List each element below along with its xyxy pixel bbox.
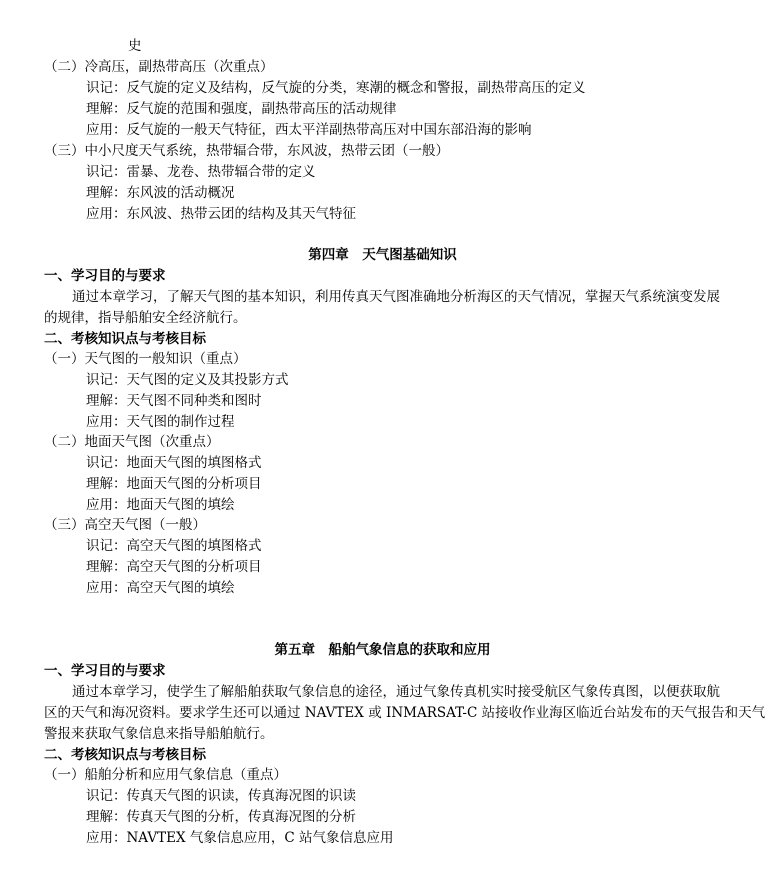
item-recall: 识记：传真天气图的识读，传真海况图的识读 (86, 788, 356, 804)
section-heading: （三）高空天气图（一般） (44, 517, 206, 533)
goal-paragraph-line: 区的天气和海况资料。要求学生还可以通过 NAVTEX 或 INMARSAT-C 站接收作业海区临近台站发布的天气报告和天气 (44, 705, 765, 721)
item-understand: 理解：天气图不同种类和图时 (86, 393, 262, 409)
section-heading: （一）天气图的一般知识（重点） (44, 351, 247, 367)
item-understand: 理解：高空天气图的分析项目 (86, 559, 262, 575)
item-recall: 识记：高空天气图的填图格式 (86, 538, 262, 554)
item-understand: 理解：地面天气图的分析项目 (86, 476, 262, 492)
goal-paragraph-line: 通过本章学习，了解天气图的基本知识，利用传真天气图准确地分析海区的天气情况，掌握天气系统演变发展 (72, 289, 720, 305)
item-understand: 理解：东风波的活动概况 (86, 185, 235, 201)
section-heading: （一）船舶分析和应用气象信息（重点） (44, 767, 287, 783)
item-understand: 理解：传真天气图的分析，传真海况图的分析 (86, 809, 356, 825)
item-apply: 应用：反气旋的一般天气特征，西太平洋副热带高压对中国东部沿海的影响 (86, 122, 532, 138)
item-apply: 应用：高空天气图的填绘 (86, 580, 235, 596)
goal-heading: 一、学习目的与要求 (44, 268, 166, 284)
continuation-text: 史 (128, 38, 142, 54)
item-apply: 应用：地面天气图的填绘 (86, 497, 235, 513)
item-apply: 应用：东风波、热带云团的结构及其天气特征 (86, 206, 356, 222)
item-recall: 识记：地面天气图的填图格式 (86, 455, 262, 471)
goal-paragraph-line: 警报来获取气象信息来指导船舶航行。 (44, 726, 274, 742)
section-heading: （二）地面天气图（次重点） (44, 434, 220, 450)
section-heading: （二）冷高压，副热带高压（次重点） (44, 59, 274, 75)
item-recall: 识记：反气旋的定义及结构，反气旋的分类，寒潮的概念和警报，副热带高压的定义 (86, 80, 586, 96)
goal-paragraph-line: 通过本章学习，使学生了解船舶获取气象信息的途径，通过气象传真机实时接受航区气象传真图，以便获取航 (72, 684, 720, 700)
points-heading: 二、考核知识点与考核目标 (44, 747, 206, 763)
item-recall: 识记：雷暴、龙卷、热带辐合带的定义 (86, 164, 316, 180)
section-heading: （三）中小尺度天气系统，热带辐合带，东风波，热带云团（一般） (44, 143, 449, 159)
chapter-5-title: 第五章 船舶气象信息的获取和应用 (274, 642, 491, 658)
goal-paragraph-line: 的规律，指导船舶安全经济航行。 (44, 310, 247, 326)
chapter-4-title: 第四章 天气图基础知识 (308, 247, 457, 263)
item-recall: 识记：天气图的定义及其投影方式 (86, 372, 289, 388)
item-understand: 理解：反气旋的范围和强度，副热带高压的活动规律 (86, 101, 397, 117)
item-apply: 应用：NAVTEX 气象信息应用，C 站气象信息应用 (86, 830, 394, 846)
goal-heading: 一、学习目的与要求 (44, 663, 166, 679)
item-apply: 应用：天气图的制作过程 (86, 414, 235, 430)
points-heading: 二、考核知识点与考核目标 (44, 331, 206, 347)
